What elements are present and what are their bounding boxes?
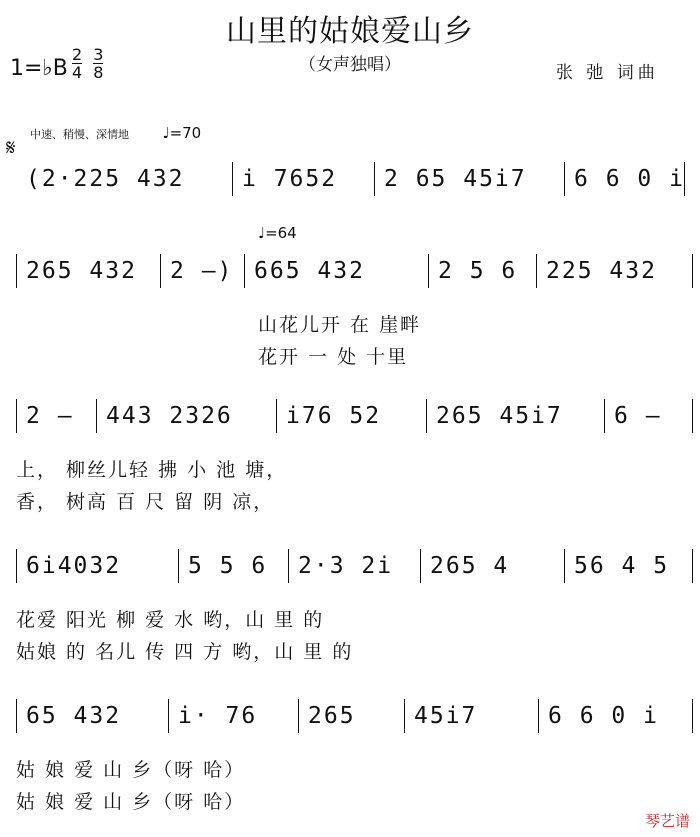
bar-line xyxy=(692,699,693,733)
measure: (2·225 432 xyxy=(26,166,185,192)
tempo-value-2: ♩=64 xyxy=(258,224,297,242)
measure: 265 432 xyxy=(26,258,137,284)
lyric-line-1: 姑 娘 爱 山 乡（呀 哈） xyxy=(16,759,246,781)
bar-line xyxy=(288,549,289,583)
bar-line xyxy=(276,399,277,433)
notation-line xyxy=(8,158,692,208)
lyric-line-2: 姑 娘 爱 山 乡（呀 哈） xyxy=(16,791,246,813)
notation-line xyxy=(8,395,692,445)
bar-line xyxy=(16,549,17,583)
bar-line xyxy=(16,699,17,733)
measure: 6 6 0 i xyxy=(574,166,685,192)
bar-line xyxy=(426,399,427,433)
measure: 265 45i7 xyxy=(436,403,563,429)
lyric-line-2: 香， 树高 百 尺 留 阴 凉， xyxy=(16,491,275,513)
song-subtitle: （女声独唱） xyxy=(299,55,401,75)
notation-line xyxy=(8,695,692,745)
bar-line xyxy=(96,399,97,433)
measure: 2 65 45i7 xyxy=(384,166,527,192)
bar-line xyxy=(168,699,169,733)
bar-line xyxy=(428,254,429,288)
measure: i 7652 xyxy=(242,166,338,192)
bar-line xyxy=(538,699,539,733)
measure: 2 5 6 xyxy=(438,258,518,284)
time-signature-1: $\frac{2}{4}$ xyxy=(72,45,83,82)
bar-line xyxy=(536,254,537,288)
measure: 225 432 xyxy=(546,258,657,284)
measure: 45i7 xyxy=(414,703,478,729)
key-signature: 1=♭B xyxy=(10,56,68,81)
bar-line xyxy=(692,399,693,433)
bar-line xyxy=(404,699,405,733)
bar-line xyxy=(420,549,421,583)
time-signature-2: $\frac{3}{8}$ xyxy=(93,45,104,82)
measure: 2 –) xyxy=(170,258,234,284)
notation-line xyxy=(8,545,692,595)
bar-line xyxy=(160,254,161,288)
lyric-line-1: 山花儿开 在 崖畔 xyxy=(258,314,422,336)
bar-line xyxy=(564,549,565,583)
song-title: 山里的姑娘爱山乡 xyxy=(226,14,474,49)
measure: 265 4 xyxy=(430,553,510,579)
bar-line xyxy=(232,162,233,196)
measure: i76 52 xyxy=(286,403,382,429)
bar-line xyxy=(298,699,299,733)
bar-line xyxy=(178,549,179,583)
measure: 65 432 xyxy=(26,703,122,729)
bar-line xyxy=(244,254,245,288)
measure: 6 6 0 i xyxy=(548,703,659,729)
bar-line xyxy=(692,254,693,288)
bar-line xyxy=(16,399,17,433)
tempo-marking xyxy=(30,124,201,142)
measure: 56 4 5 xyxy=(574,553,670,579)
notation-line xyxy=(8,250,692,300)
measure: i· 76 xyxy=(178,703,258,729)
lyric-line-2: 姑娘 的 名儿 传 四 方 哟，山 里 的 xyxy=(16,641,354,663)
measure: 2·3 2i xyxy=(298,553,394,579)
bar-line xyxy=(604,399,605,433)
composer-credit: 张 弛 词曲 xyxy=(556,63,659,83)
measure: 443 2326 xyxy=(106,403,233,429)
measure: 665 432 xyxy=(254,258,365,284)
measure: 6 – xyxy=(614,403,662,429)
measure: 5 5 6 xyxy=(188,553,268,579)
lyric-line-1: 花爱 阳光 柳 爱 水 哟，山 里 的 xyxy=(16,609,325,631)
measure: 2 – xyxy=(26,403,74,429)
measure: 6i4032 xyxy=(26,553,122,579)
tempo-value-1: ♩=70 xyxy=(162,124,202,142)
measure: 265 xyxy=(308,703,356,729)
bar-line xyxy=(564,162,565,196)
tempo-description: 中速、稍慢、深情地 xyxy=(30,128,129,141)
watermark-logo: 琴艺谱 xyxy=(644,812,690,830)
lyric-line-1: 上， 柳丝儿轻 拂 小 池 塘， xyxy=(16,459,288,481)
time-signatures xyxy=(72,46,109,81)
bar-line xyxy=(692,549,693,583)
segno-icon: 𝄋 xyxy=(6,136,16,161)
bar-line xyxy=(374,162,375,196)
lyric-line-2: 花开 一 处 十里 xyxy=(258,346,409,368)
bar-line xyxy=(16,254,17,288)
